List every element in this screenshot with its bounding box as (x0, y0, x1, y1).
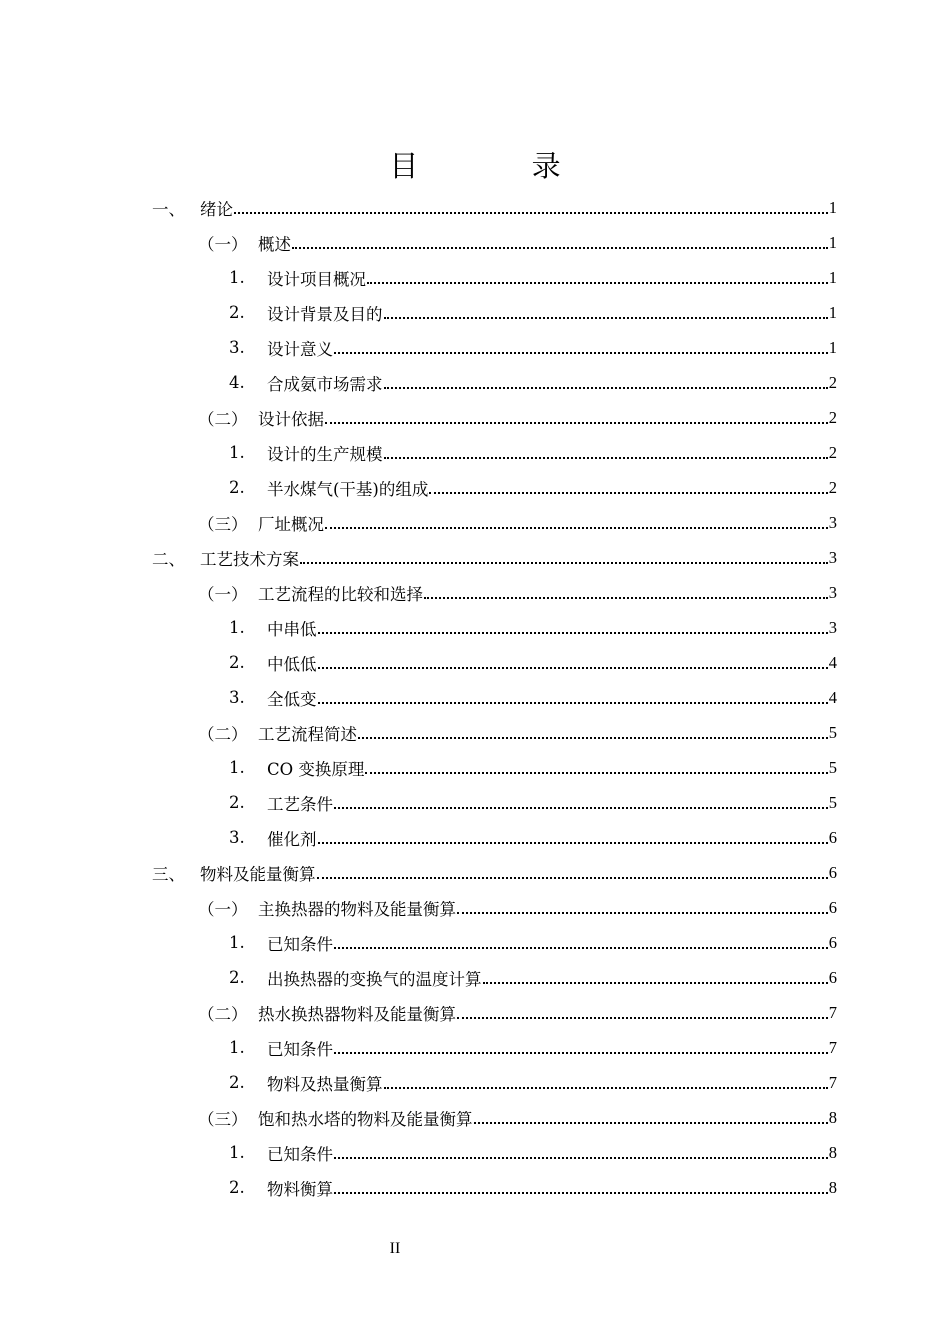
toc-entry[interactable] (229, 1065, 837, 1100)
toc-entry-title: 设计项目概况 (267, 269, 366, 289)
toc-entry-page: 8 (828, 1107, 837, 1127)
toc-entry-page: 3 (828, 582, 837, 602)
toc-entry-page: 1 (828, 302, 837, 322)
toc-entry-page: 7 (828, 1072, 837, 1092)
toc-entry-page: 4 (828, 687, 837, 707)
toc-entry-page: 1 (828, 232, 837, 252)
toc-entry-page: 4 (828, 652, 837, 672)
toc-entry-page: 3 (828, 547, 837, 567)
toc-entry-number: 1. (229, 268, 245, 287)
toc-entry-page: 7 (828, 1002, 837, 1022)
toc-dot-leader (424, 596, 828, 599)
toc-entry-page: 5 (828, 757, 837, 777)
toc-dot-leader (325, 421, 828, 424)
toc-entry[interactable] (229, 680, 837, 715)
toc-dot-leader (384, 386, 828, 389)
toc-entry-title: CO 变换原理 (267, 759, 365, 779)
toc-entry-number: 2. (229, 653, 245, 672)
toc-dot-leader (367, 281, 828, 284)
toc-entry-title: 厂址概况 (258, 514, 324, 534)
toc-entry-number: 2. (229, 968, 245, 987)
toc-entry-title: 催化剂 (267, 829, 317, 849)
toc-entry-number: 3. (229, 828, 245, 847)
toc-entry-page: 1 (828, 267, 837, 287)
toc-dot-leader (318, 631, 828, 634)
toc-entry-title: 物料衡算 (267, 1179, 333, 1199)
toc-entry[interactable] (229, 435, 837, 470)
toc-dot-leader (457, 911, 828, 914)
toc-entry-number: 2. (229, 793, 245, 812)
toc-entry[interactable] (229, 960, 837, 995)
toc-entry-number: 二、 (152, 549, 185, 569)
toc-entry-page: 2 (828, 372, 837, 392)
toc-dot-leader (429, 491, 827, 494)
toc-entry-number: （一） (198, 234, 248, 254)
toc-entry-title: 设计的生产规模 (267, 444, 383, 464)
toc-dot-leader (358, 736, 828, 739)
toc-entry[interactable] (229, 925, 837, 960)
toc-entry[interactable] (198, 1100, 837, 1135)
toc-dot-leader (457, 1016, 828, 1019)
toc-entry[interactable] (198, 505, 837, 540)
toc-dot-leader (317, 876, 828, 879)
toc-entry-title: 中低低 (267, 654, 317, 674)
toc-entry-title: 工艺条件 (267, 794, 333, 814)
toc-entry-number: 1. (229, 443, 245, 462)
toc-entry-page: 3 (828, 512, 837, 532)
toc-entry-title: 全低变 (267, 689, 317, 709)
toc-entry-number: 1. (229, 1038, 245, 1057)
toc-entry[interactable] (198, 890, 837, 925)
toc-dot-leader (334, 946, 828, 949)
toc-dot-leader (318, 701, 828, 704)
toc-entry-number: 3. (229, 688, 245, 707)
toc-dot-leader (334, 1156, 828, 1159)
toc-entry-page: 1 (828, 197, 837, 217)
toc-entry-title: 概述 (258, 234, 291, 254)
toc-dot-leader (334, 1191, 828, 1194)
toc-entry[interactable] (198, 400, 837, 435)
toc-entry-number: 3. (229, 338, 245, 357)
toc-dot-leader (318, 666, 828, 669)
toc-entry-title: 半水煤气(干基)的组成 (267, 479, 429, 499)
toc-dot-leader (483, 981, 828, 984)
toc-entry-page: 2 (828, 407, 837, 427)
toc-entry[interactable] (229, 330, 837, 365)
toc-dot-leader (334, 351, 828, 354)
toc-entry[interactable] (198, 715, 837, 750)
toc-dot-leader (384, 1086, 828, 1089)
toc-entry-title: 热水换热器物料及能量衡算 (258, 1004, 456, 1024)
toc-entry-title: 工艺技术方案 (200, 549, 299, 569)
toc-dot-leader (384, 456, 828, 459)
toc-entry[interactable] (229, 1135, 837, 1170)
toc-entry-title: 工艺流程的比较和选择 (258, 584, 423, 604)
toc-entry[interactable] (198, 225, 837, 260)
toc-entry-title: 饱和热水塔的物料及能量衡算 (258, 1109, 473, 1129)
page-number: II (389, 1240, 401, 1257)
toc-entry-title: 物料及热量衡算 (267, 1074, 383, 1094)
toc-entry-number: 1. (229, 933, 245, 952)
toc-entry-number: （三） (198, 514, 248, 534)
toc-entry-page: 6 (828, 967, 837, 987)
toc-dot-leader (292, 246, 828, 249)
toc-entry-number: 4. (229, 373, 245, 392)
toc-entry[interactable] (198, 995, 837, 1030)
toc-entry-number: 1. (229, 758, 245, 777)
toc-entry-number: 1. (229, 1143, 245, 1162)
toc-entry-title: 设计依据 (258, 409, 324, 429)
toc-entry-page: 3 (828, 617, 837, 637)
toc-entry[interactable] (229, 820, 837, 855)
toc-entry[interactable] (229, 645, 837, 680)
toc-dot-leader (318, 841, 828, 844)
toc-dot-leader (334, 1051, 828, 1054)
toc-entry[interactable] (229, 750, 837, 785)
toc-entry-title: 物料及能量衡算 (200, 864, 316, 884)
toc-dot-leader (300, 561, 828, 564)
toc-entry[interactable] (229, 610, 837, 645)
toc-entry-title: 已知条件 (267, 934, 333, 954)
toc-entry[interactable] (229, 365, 837, 400)
toc-entry-number: 2. (229, 1178, 245, 1197)
toc-entry-page: 7 (828, 1037, 837, 1057)
toc-dot-leader (234, 211, 828, 214)
toc-entry[interactable] (229, 295, 837, 330)
toc-entry-number: （三） (198, 1109, 248, 1129)
toc-entry[interactable] (229, 785, 837, 820)
toc-entry-number: 2. (229, 478, 245, 497)
toc-entry-page: 5 (828, 722, 837, 742)
toc-entry-number: 1. (229, 618, 245, 637)
toc-entry-number: （二） (198, 724, 248, 744)
toc-dot-leader (365, 771, 827, 774)
toc-entry-number: 2. (229, 303, 245, 322)
toc-entry[interactable] (152, 540, 837, 575)
toc-entry-page: 1 (828, 337, 837, 357)
toc-entry-number: （一） (198, 584, 248, 604)
toc-entry-title: 设计意义 (267, 339, 333, 359)
toc-entry-title: 合成氨市场需求 (267, 374, 383, 394)
page-title: 目 录 (389, 149, 613, 183)
toc-entry-title: 中串低 (267, 619, 317, 639)
toc-entry[interactable] (229, 1030, 837, 1065)
toc-entry[interactable] (229, 1170, 837, 1205)
toc-entry-number: 一、 (152, 199, 185, 219)
toc-dot-leader (325, 526, 828, 529)
toc-entry-page: 5 (828, 792, 837, 812)
toc-entry-number: 三、 (152, 864, 185, 884)
toc-entry-page: 2 (828, 442, 837, 462)
toc-dot-leader (334, 806, 828, 809)
toc-entry-number: 2. (229, 1073, 245, 1092)
toc-entry-page: 8 (828, 1142, 837, 1162)
toc-dot-leader (474, 1121, 828, 1124)
toc-entry-page: 6 (828, 827, 837, 847)
toc-entry-title: 工艺流程简述 (258, 724, 357, 744)
toc-entry-title: 绪论 (200, 199, 233, 219)
toc-entry[interactable] (198, 575, 837, 610)
toc-entry-number: （二） (198, 409, 248, 429)
toc-entry-page: 6 (828, 932, 837, 952)
toc-entry[interactable] (152, 855, 837, 890)
toc-entry-title: 设计背景及目的 (267, 304, 383, 324)
toc-entry-title: 已知条件 (267, 1039, 333, 1059)
toc-entry-page: 6 (828, 862, 837, 882)
toc-entry[interactable] (152, 190, 837, 225)
toc-entry-page: 8 (828, 1177, 837, 1197)
toc-entry-title: 主换热器的物料及能量衡算 (258, 899, 456, 919)
toc-dot-leader (384, 316, 828, 319)
toc-entry-number: （一） (198, 899, 248, 919)
toc-entry-title: 出换热器的变换气的温度计算 (267, 969, 482, 989)
toc-entry-page: 2 (828, 477, 837, 497)
toc-entry[interactable] (229, 470, 837, 505)
toc-entry-title: 已知条件 (267, 1144, 333, 1164)
toc-entry-number: （二） (198, 1004, 248, 1024)
toc-entry[interactable] (229, 260, 837, 295)
toc-entry-page: 6 (828, 897, 837, 917)
